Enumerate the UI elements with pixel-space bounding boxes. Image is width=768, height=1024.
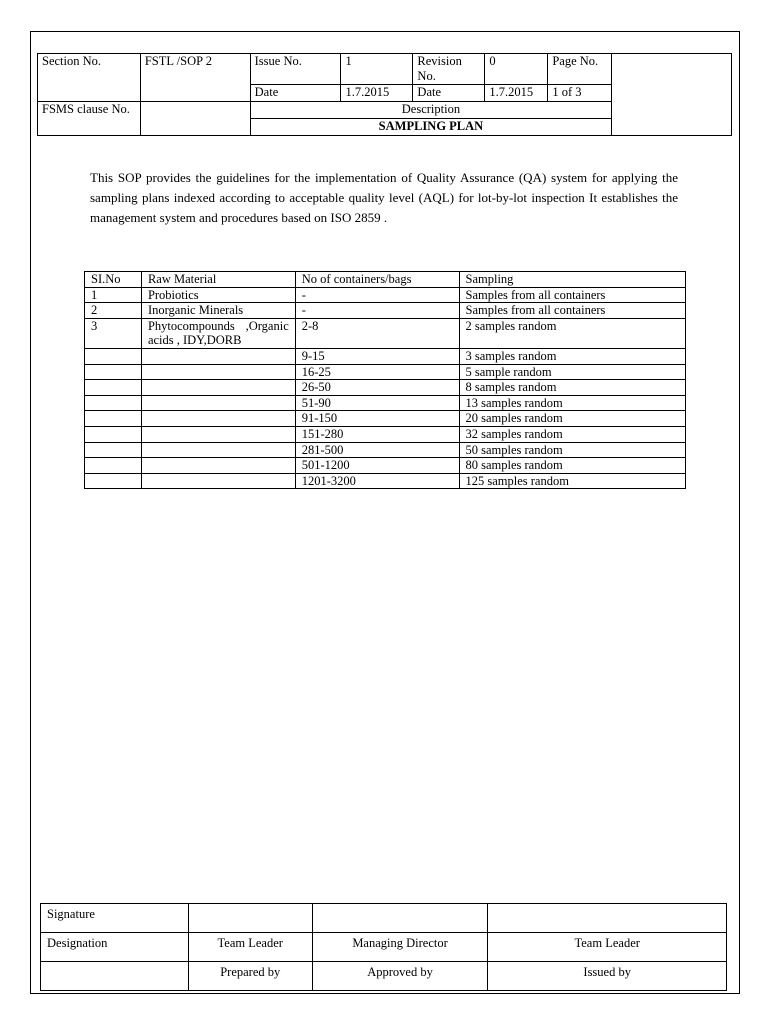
header-blank-cell <box>612 54 732 136</box>
table-row <box>85 348 686 364</box>
designation-team-leader-2: Team Leader <box>488 933 727 962</box>
fsms-clause-label: FSMS clause No. <box>38 102 141 136</box>
date-value-1: 1.7.2015 <box>341 85 413 102</box>
containers-cell: - <box>295 287 459 303</box>
table-row <box>85 287 686 303</box>
issued-by-label: Issued by <box>488 962 727 991</box>
si-no-cell: 2 <box>85 303 142 319</box>
sampling-cell: 2 samples random <box>459 318 686 348</box>
containers-cell: 2-8 <box>295 318 459 348</box>
table-row <box>85 395 686 411</box>
containers-cell: 26-50 <box>295 380 459 396</box>
column-header: Raw Material <box>141 272 295 288</box>
containers-cell: - <box>295 303 459 319</box>
column-header: SI.No <box>85 272 142 288</box>
raw-material-cell <box>141 364 295 380</box>
table-row <box>85 303 686 319</box>
raw-material-cell <box>141 380 295 396</box>
si-no-cell <box>85 426 142 442</box>
revision-value: 0 <box>485 54 548 85</box>
designation-team-leader-1: Team Leader <box>188 933 312 962</box>
containers-cell: 151-280 <box>295 426 459 442</box>
designation-managing-director: Managing Director <box>312 933 488 962</box>
section-value: FSTL /SOP 2 <box>140 54 250 102</box>
containers-cell: 16-25 <box>295 364 459 380</box>
si-no-cell: 1 <box>85 287 142 303</box>
description-label: Description <box>250 102 612 119</box>
raw-material-cell <box>141 348 295 364</box>
sampling-cell: 13 samples random <box>459 395 686 411</box>
sampling-cell: 80 samples random <box>459 458 686 474</box>
signature-table <box>40 903 727 991</box>
signature-label: Signature <box>41 904 189 933</box>
si-no-cell <box>85 458 142 474</box>
si-no-cell <box>85 348 142 364</box>
raw-material-cell <box>141 473 295 489</box>
sampling-cell: Samples from all containers <box>459 287 686 303</box>
sampling-cell: 125 samples random <box>459 473 686 489</box>
issue-label: Issue No. <box>250 54 341 85</box>
table-row <box>85 442 686 458</box>
sampling-cell: 50 samples random <box>459 442 686 458</box>
prepared-by-label: Prepared by <box>188 962 312 991</box>
si-no-cell <box>85 395 142 411</box>
sampling-plan-table <box>84 271 686 489</box>
document-title: SAMPLING PLAN <box>250 119 612 136</box>
column-header: No of containers/bags <box>295 272 459 288</box>
fsms-clause-value <box>140 102 250 136</box>
raw-material-cell <box>141 411 295 427</box>
date-value-2: 1.7.2015 <box>485 85 548 102</box>
table-row <box>85 426 686 442</box>
containers-cell: 1201-3200 <box>295 473 459 489</box>
containers-cell: 9-15 <box>295 348 459 364</box>
si-no-cell <box>85 380 142 396</box>
signature-cell <box>312 904 488 933</box>
raw-material-cell <box>141 426 295 442</box>
containers-cell: 51-90 <box>295 395 459 411</box>
si-no-cell <box>85 473 142 489</box>
table-row <box>85 364 686 380</box>
section-label: Section No. <box>38 54 141 102</box>
signature-cell <box>188 904 312 933</box>
role-blank-cell <box>41 962 189 991</box>
sampling-cell: Samples from all containers <box>459 303 686 319</box>
containers-cell: 281-500 <box>295 442 459 458</box>
sampling-cell: 3 samples random <box>459 348 686 364</box>
date-label-2: Date <box>413 85 485 102</box>
sampling-cell: 32 samples random <box>459 426 686 442</box>
table-row <box>85 411 686 427</box>
containers-cell: 501-1200 <box>295 458 459 474</box>
issue-value: 1 <box>341 54 413 85</box>
page-label: Page No. <box>548 54 612 85</box>
table-header-row <box>85 272 686 288</box>
column-header: Sampling <box>459 272 686 288</box>
si-no-cell <box>85 411 142 427</box>
raw-material-cell: Inorganic Minerals <box>141 303 295 319</box>
si-no-cell <box>85 442 142 458</box>
raw-material-cell <box>141 442 295 458</box>
table-row <box>85 380 686 396</box>
si-no-cell <box>85 364 142 380</box>
document-header-table <box>37 53 732 136</box>
table-row <box>85 458 686 474</box>
containers-cell: 91-150 <box>295 411 459 427</box>
sampling-cell: 20 samples random <box>459 411 686 427</box>
raw-material-cell <box>141 395 295 411</box>
table-row <box>85 318 686 348</box>
intro-paragraph: This SOP provides the guidelines for the implementation of Quality Assurance (QA) system for applying the sampling plans indexed according to acceptable quality level (AQL) for lot-by-lot inspection It establishes the management system and procedures based on ISO 2859 . <box>90 170 678 225</box>
table-row <box>85 473 686 489</box>
page-value: 1 of 3 <box>548 85 612 102</box>
designation-label: Designation <box>41 933 189 962</box>
approved-by-label: Approved by <box>312 962 488 991</box>
si-no-cell: 3 <box>85 318 142 348</box>
sampling-cell: 5 sample random <box>459 364 686 380</box>
signature-cell <box>488 904 727 933</box>
revision-label: Revision No. <box>413 54 485 85</box>
raw-material-cell: Phytocompounds ,Organic acids , IDY,DORB <box>141 318 295 348</box>
sampling-cell: 8 samples random <box>459 380 686 396</box>
date-label-1: Date <box>250 85 341 102</box>
raw-material-cell: Probiotics <box>141 287 295 303</box>
raw-material-cell <box>141 458 295 474</box>
